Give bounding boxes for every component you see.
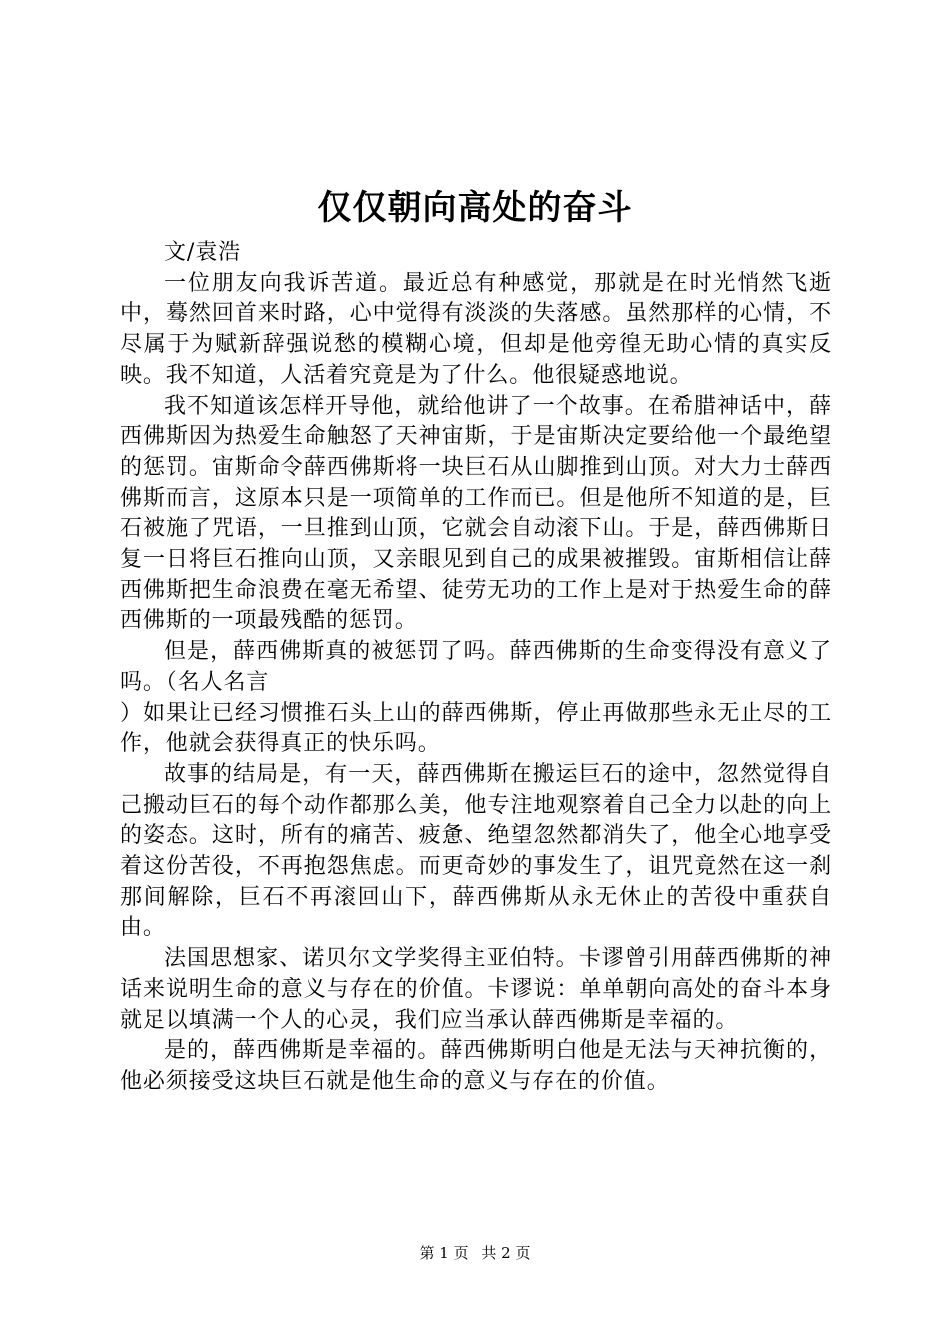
paragraph: 一位朋友向我诉苦道。最近总有种感觉，那就是在时光悄然飞逝中，蓦然回首来时路，心中觉得有淡淡的失落感。虽然那样的心情，不尽属于为赋新辞强说愁的模糊心境，但却是他旁徨无助心情的真实反映。我不知道，人活着究竟是为了什么。他很疑惑地说。 bbox=[120, 270, 832, 388]
paragraph: 是的，薛西佛斯是幸福的。薛西佛斯明白他是无法与天神抗衡的，他必须接受这块巨石就是他生命的意义与存在的价值。 bbox=[120, 1038, 832, 1094]
paragraph: 我不知道该怎样开导他，就给他讲了一个故事。在希腊神话中，薛西佛斯因为热爱生命触怒了天神宙斯，于是宙斯决定要给他一个最绝望的惩罚。宙斯命令薛西佛斯将一块巨石从山脚推到山顶。对大力士薛西佛斯而言，这原本只是一项简单的工作而已。但是他所不知道的是，巨石被施了咒语，一旦推到山顶，它就会自动滚下山。于是，薛西佛斯日复一日将巨石推向山顶，又亲眼见到自己的成果被摧毁。宙斯相信让薛西佛斯把生命浪费在毫无希望、徒劳无功的工作上是对于热爱生命的薛西佛斯的一项最残酷的惩罚。 bbox=[120, 393, 832, 634]
paragraph-continuation: ）如果让已经习惯推石头上山的薛西佛斯，停止再做那些永无止尽的工作，他就会获得真正的快乐吗。 bbox=[120, 700, 832, 757]
document-body bbox=[120, 238, 832, 1098]
page-footer bbox=[0, 1242, 950, 1264]
document-title: 仅仅朝向高处的奋斗 bbox=[317, 188, 633, 228]
paragraph: 但是，薛西佛斯真的被惩罚了吗。薛西佛斯的生命变得没有意义了吗。（名人名言 bbox=[120, 639, 832, 695]
paragraph: 故事的结局是，有一天，薛西佛斯在搬运巨石的途中，忽然觉得自己搬动巨石的每个动作都那么美，他专注地观察着自己全力以赴的向上的姿态。这时，所有的痛苦、疲惫、绝望忽然都消失了，他全心地享受着这份苦役，不再抱怨焦虑。而更奇妙的事发生了，诅咒竟然在这一刹那间解除，巨石不再滚回山下，薛西佛斯从永无休止的苦役中重获自由。 bbox=[120, 761, 832, 941]
page-total: 共 2 页 bbox=[481, 1244, 531, 1262]
author-line: 文/袁浩 bbox=[164, 240, 242, 265]
paragraph: 法国思想家、诺贝尔文学奖得主亚伯特。卡谬曾引用薛西佛斯的神话来说明生命的意义与存在的价值。卡谬说：单单朝向高处的奋斗本身就足以填满一个人的心灵，我们应当承认薛西佛斯是幸福的。 bbox=[120, 946, 832, 1033]
page-number: 第 1 页 bbox=[419, 1244, 469, 1262]
